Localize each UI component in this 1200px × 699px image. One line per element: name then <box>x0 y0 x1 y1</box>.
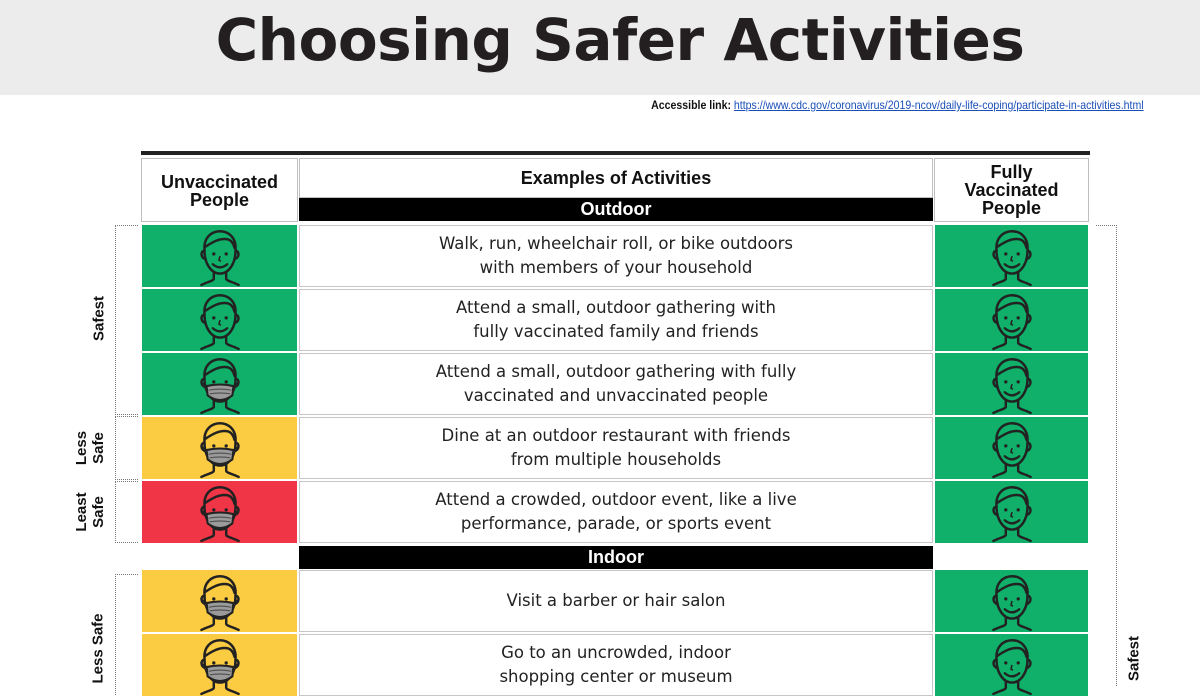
accessible-link-url[interactable]: https://www.cdc.gov/coronavirus/2019-ncov/daily-life-coping/participate-in-activities.html <box>734 98 1144 112</box>
person-icon <box>981 353 1043 415</box>
masked-person-icon <box>189 481 251 543</box>
least-safe-label-line2: Safe <box>90 496 107 528</box>
activity-description <box>299 481 933 543</box>
activity-line1: Go to an uncrowded, indoor <box>501 643 731 662</box>
least-safe-label-line1: Least <box>73 492 90 532</box>
masked-person-icon <box>189 570 251 632</box>
activity-line2: performance, parade, or sports event <box>460 514 772 533</box>
vaccinated-risk-cell <box>935 417 1088 479</box>
accessible-link-line <box>652 98 1144 112</box>
vaccinated-header <box>934 158 1089 222</box>
table-top-rule <box>141 151 1090 155</box>
person-icon <box>981 289 1043 351</box>
page-title: Choosing Safer Activities <box>215 6 1025 74</box>
unvaccinated-risk-cell <box>142 634 297 696</box>
least-safe-bracket <box>115 481 138 543</box>
section-indoor: Indoor <box>299 546 933 569</box>
activity-line2: shopping center or museum <box>499 667 733 686</box>
activity-description <box>299 225 933 287</box>
unvaccinated-risk-cell <box>142 353 297 415</box>
person-icon <box>981 481 1043 543</box>
less-safe-label <box>73 418 109 478</box>
indoor-less-safe-bracket <box>115 574 138 695</box>
section-outdoor: Outdoor <box>299 198 933 221</box>
vaccinated-risk-cell <box>935 570 1088 632</box>
activity-line1: Walk, run, wheelchair roll, or bike outdoors <box>438 234 794 253</box>
accessible-link-label: Accessible link: <box>651 98 732 112</box>
less-safe-label-line1: Less <box>73 430 90 466</box>
activity-description <box>299 417 933 479</box>
examples-header: Examples of Activities <box>299 158 933 198</box>
unvaccinated-risk-cell <box>142 481 297 543</box>
activity-description <box>299 289 933 351</box>
activity-line1: Attend a small, outdoor gathering with <box>456 298 776 317</box>
activity-line1: Visit a barber or hair salon <box>506 591 726 610</box>
safest-label: Safest <box>90 295 108 342</box>
person-icon <box>981 570 1043 632</box>
activity-line1: Attend a small, outdoor gathering with fully <box>435 362 797 381</box>
vaccinated-risk-cell <box>935 289 1088 351</box>
right-safest-label: Safest <box>1125 635 1143 682</box>
vaccinated-risk-cell <box>935 481 1088 543</box>
unvaccinated-header-line1: Unvaccinated <box>160 172 279 192</box>
activity-line2: with members of your household <box>479 258 753 277</box>
masked-person-icon <box>189 417 251 479</box>
activity-description <box>299 634 933 696</box>
activity-line2: fully vaccinated family and friends <box>473 322 759 341</box>
right-safest-bracket <box>1096 225 1117 686</box>
vaccinated-header-line2: Vaccinated <box>964 180 1059 200</box>
safest-bracket <box>115 225 138 415</box>
less-safe-bracket <box>115 416 138 480</box>
unvaccinated-risk-cell <box>142 417 297 479</box>
unvaccinated-header <box>141 158 298 222</box>
less-safe-label-line2: Safe <box>90 432 107 464</box>
least-safe-label <box>73 482 109 542</box>
vaccinated-header-line1: Fully <box>990 162 1033 182</box>
activity-line1: Dine at an outdoor restaurant with friends <box>441 426 791 445</box>
person-icon <box>189 289 251 351</box>
person-icon <box>981 417 1043 479</box>
vaccinated-header-line3: People <box>981 198 1042 218</box>
vaccinated-risk-cell <box>935 225 1088 287</box>
vaccinated-risk-cell <box>935 353 1088 415</box>
activity-line2: vaccinated and unvaccinated people <box>463 386 769 405</box>
activity-line1: Attend a crowded, outdoor event, like a live <box>435 490 797 509</box>
activity-line2: from multiple households <box>510 450 722 469</box>
activity-description <box>299 353 933 415</box>
unvaccinated-header-line2: People <box>189 190 250 210</box>
unvaccinated-risk-cell <box>142 289 297 351</box>
masked-person-icon <box>189 353 251 415</box>
unvaccinated-risk-cell <box>142 225 297 287</box>
vaccinated-risk-cell <box>935 634 1088 696</box>
unvaccinated-risk-cell <box>142 570 297 632</box>
person-icon <box>189 225 251 287</box>
masked-person-icon <box>189 634 251 696</box>
indoor-less-safe-label: Less Safe <box>89 613 107 684</box>
person-icon <box>981 225 1043 287</box>
person-icon <box>981 634 1043 696</box>
activity-description <box>299 570 933 632</box>
